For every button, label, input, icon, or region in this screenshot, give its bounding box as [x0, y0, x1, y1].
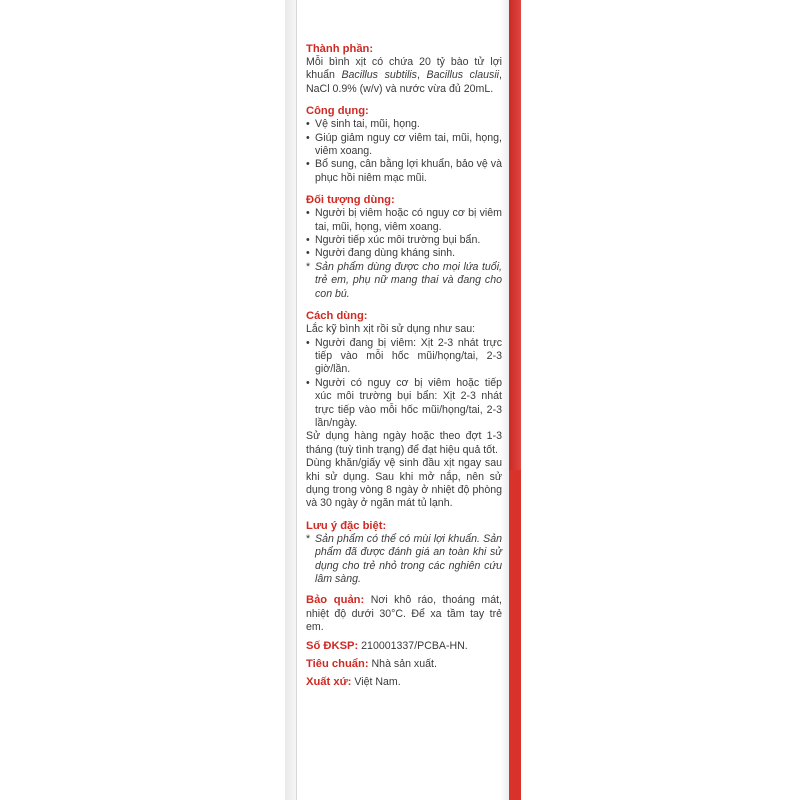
thanh-phan-text: Mỗi bình xịt có chứa 20 tỷ bào tử lợi khuẩn Bacillus subtilis, Bacillus clausii, NaCl 0.9% (w/v) và nước vừa đủ 20mL.: [306, 56, 502, 95]
note-item: * Sản phẩm dùng được cho mọi lứa tuổi, trẻ em, phụ nữ mang thai và đang cho con bú.: [306, 260, 502, 300]
heading-doi-tuong: Đối tượng dùng:: [306, 194, 395, 207]
box-red-strip-lower: [509, 470, 521, 800]
tieu-chuan: Tiêu chuẩn: Nhà sản xuất.: [306, 658, 437, 671]
note-item: * Sản phẩm có thể có mùi lợi khuẩn. Sản phẩm đã được đánh giá an toàn khi sử dụng cho trẻ nhỏ trong các nghiên cứu lâm sàng.: [306, 532, 502, 585]
cach-dung-intro: Lắc kỹ bình xịt rồi sử dụng như sau:: [306, 323, 476, 336]
so-dksp: Số ĐKSP: 210001337/PCBA-HN.: [306, 639, 468, 652]
list-item: • Người có nguy cơ bị viêm hoặc tiếp xúc môi trường bụi bẩn: Xịt 2-3 nhát trực tiếp vào mỗi hốc mũi/họng/tai, 2-3 lần/ngày.: [306, 376, 502, 429]
label-text: [306, 42, 502, 690]
heading-cach-dung: Cách dùng:: [306, 310, 368, 323]
list-item: • Bổ sung, cân bằng lợi khuẩn, bảo vệ và phục hồi niêm mạc mũi.: [306, 158, 502, 184]
list-item: • Người đang bị viêm: Xịt 2-3 nhát trực tiếp vào mỗi hốc mũi/họng/tai, 2-3 giờ/lần.: [306, 336, 502, 376]
heading-cong-dung: Công dụng:: [306, 105, 369, 118]
list-item: • Giúp giảm nguy cơ viêm tai, mũi, họng, viêm xoang.: [306, 131, 502, 158]
box-red-strip-upper: [509, 0, 521, 470]
list-item: • Người tiếp xúc môi trường bụi bẩn.: [306, 234, 481, 247]
heading-luu-y: Lưu ý đặc biệt:: [306, 519, 387, 532]
cach-dung-para-1: Sử dụng hàng ngày hoặc theo đợt 1-3 tháng (tuỳ tình trạng) để đạt hiệu quả tốt.: [306, 430, 502, 456]
xuat-xu: Xuất xứ: Việt Nam.: [306, 676, 401, 689]
bao-quan: Bảo quản: Nơi khô ráo, thoáng mát, nhiệt độ dưới 30°C. Để xa tầm tay trẻ em.: [306, 594, 502, 634]
cach-dung-para-2: Dùng khăn/giấy vệ sinh đầu xịt ngay sau khi sử dụng. Sau khi mở nắp, nên sử dụng trong vòng 8 ngày ở nhiệt độ phòng và 30 ngày ở ngăn mát tủ lạnh.: [306, 457, 502, 510]
list-item: • Người bị viêm hoặc có nguy cơ bị viêm tai, mũi, họng, viêm xoang.: [306, 207, 502, 233]
heading-thanh-phan: Thành phần:: [306, 43, 374, 55]
list-item: • Người đang dùng kháng sinh.: [306, 247, 456, 260]
list-item: • Vệ sinh tai, mũi, họng.: [306, 118, 420, 131]
